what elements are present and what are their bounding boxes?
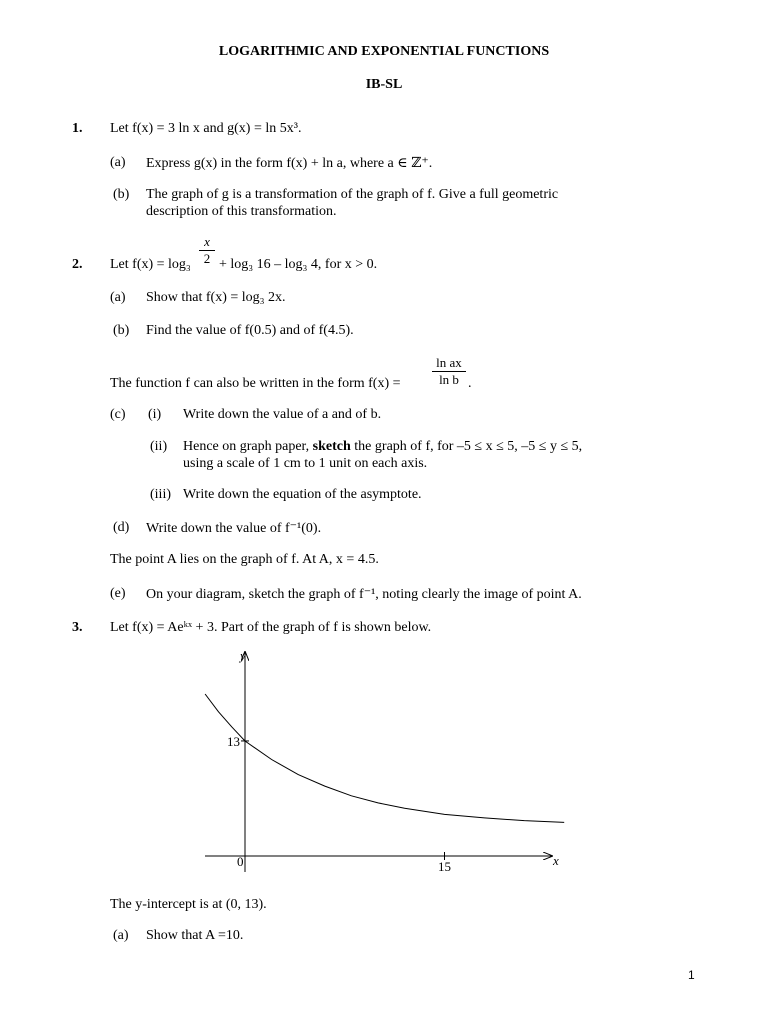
- axis-ticks: [241, 741, 445, 860]
- q2cii-text-line2: using a scale of 1 cm to 1 unit on each axis.: [183, 456, 428, 471]
- q1-number: 1.: [72, 121, 83, 136]
- q2-stem-right: + log₃ 16 – log₃ 4, for x > 0.: [219, 257, 378, 272]
- q2cii-text-pre: Hence on graph paper,: [183, 439, 310, 454]
- q2-form-end: .: [468, 376, 472, 391]
- q2-form-numerator: ln ax: [436, 355, 462, 370]
- q2b-label: (b): [113, 323, 130, 338]
- q2-fraction-denominator: 2: [199, 250, 215, 267]
- q2d-label: (d): [113, 520, 130, 535]
- worksheet-title: LOGARITHMIC AND EXPONENTIAL FUNCTIONS: [218, 44, 550, 59]
- q3-number: 3.: [72, 620, 83, 635]
- q2e-label: (e): [110, 586, 126, 601]
- q3-stem: Let f(x) = Aeᵏˣ + 3. Part of the graph of f is shown below.: [110, 620, 432, 635]
- q2a-label: (a): [110, 290, 126, 305]
- q2-stem-left: Let f(x) = log₃: [110, 257, 191, 272]
- q2-form-denominator: ln b: [432, 371, 466, 388]
- q2-point-text: The point A lies on the graph of f. At A, x = 4.5.: [110, 552, 379, 567]
- q2b-text: Find the value of f(0.5) and of f(4.5).: [146, 323, 354, 338]
- q2ci-label: (i): [148, 407, 162, 422]
- q2ciii-text: Write down the equation of the asymptote.: [183, 487, 422, 502]
- q2d-text: Write down the value of f⁻¹(0).: [146, 521, 322, 536]
- exponential-curve: [205, 694, 564, 822]
- q2ci-text: Write down the value of a and of b.: [183, 407, 382, 422]
- q2a-text: Show that f(x) = log₃ 2x.: [146, 290, 286, 305]
- q1b-text-line2: description of this transformation.: [146, 204, 337, 219]
- q2cii-text-bold: sketch: [312, 439, 351, 454]
- q2cii-text-post: the graph of f, for –5 ≤ x ≤ 5, –5 ≤ y ≤ 5,: [354, 439, 583, 454]
- y-axis-label: y: [240, 648, 246, 663]
- q1-stem: Let f(x) = 3 ln x and g(x) = ln 5x³.: [110, 121, 302, 136]
- q2cii-label: (ii): [150, 439, 168, 454]
- y-tick-label-13: 13: [227, 733, 240, 749]
- q2-form-text: The function f can also be written in the form f(x) =: [110, 376, 401, 391]
- x-axis-label: x: [553, 853, 559, 868]
- q3a-label: (a): [113, 928, 129, 943]
- q2-fraction-numerator: x: [204, 234, 210, 249]
- x-tick-label-15: 15: [438, 859, 451, 874]
- q3-intercept-text: The y-intercept is at (0, 13).: [110, 897, 267, 912]
- q2ciii-label: (iii): [150, 487, 171, 502]
- q1a-text: Express g(x) in the form f(x) + ln a, where a ∈ ℤ⁺.: [146, 156, 433, 171]
- q3a-text: Show that A =10.: [146, 928, 244, 943]
- q1b-label: (b): [113, 187, 130, 202]
- page-number: 1: [688, 968, 695, 982]
- q1b-text-line1: The graph of g is a transformation of the graph of f. Give a full geometric: [146, 187, 559, 202]
- worksheet-subtitle: IB-SL: [365, 77, 403, 92]
- q2c-label: (c): [110, 407, 126, 422]
- q2e-text: On your diagram, sketch the graph of f⁻¹, noting clearly the image of point A.: [146, 587, 582, 602]
- x-tick-label-0: 0: [237, 854, 244, 869]
- q2-number: 2.: [72, 257, 83, 272]
- q1a-label: (a): [110, 155, 126, 170]
